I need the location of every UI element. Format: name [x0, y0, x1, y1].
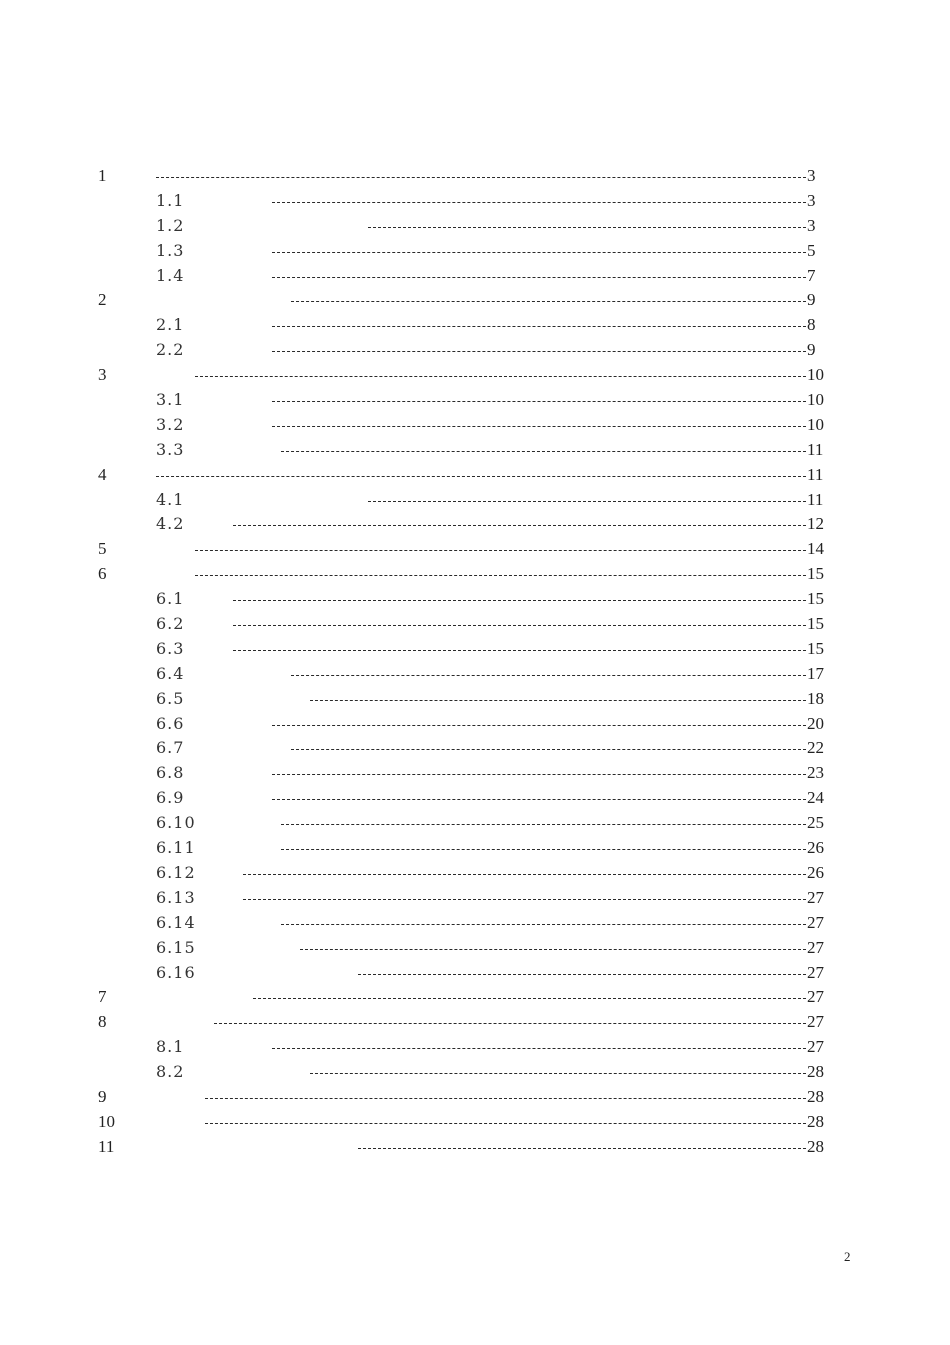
toc-entry-number: 6.2 [156, 614, 185, 634]
toc-leader-line [272, 725, 806, 726]
toc-entry[interactable] [0, 264, 950, 289]
toc-leader-line [272, 426, 806, 427]
toc-entry[interactable] [0, 861, 950, 886]
toc-entry-number: 9 [98, 1086, 107, 1106]
toc-entry-number: 6 [98, 564, 107, 584]
toc-leader-line [214, 1023, 806, 1024]
toc-entry[interactable] [0, 1010, 950, 1035]
toc-entry[interactable] [0, 288, 950, 313]
toc-entry[interactable] [0, 761, 950, 786]
toc-entry-page: 27 [807, 1037, 824, 1057]
toc-entry-page: 11 [807, 464, 824, 484]
toc-entry[interactable] [0, 463, 950, 488]
toc-leader-line [310, 1073, 806, 1074]
toc-leader-line [368, 501, 806, 502]
toc-entry-number: 8 [98, 1012, 107, 1032]
toc-entry[interactable] [0, 363, 950, 388]
toc-entry[interactable] [0, 537, 950, 562]
toc-leader-line [272, 351, 806, 352]
toc-leader-line [281, 849, 806, 850]
toc-entry[interactable] [0, 1110, 950, 1135]
toc-leader-line [272, 799, 806, 800]
toc-entry-page: 27 [807, 987, 824, 1007]
toc-entry-page: 27 [807, 1012, 824, 1032]
toc-entry-page: 9 [807, 340, 816, 360]
toc-entry[interactable] [0, 662, 950, 687]
toc-leader-line [195, 550, 806, 551]
toc-entry-page: 5 [807, 240, 816, 260]
toc-entry-number: 6.8 [156, 763, 185, 783]
toc-leader-line [272, 277, 806, 278]
toc-leader-line [291, 749, 806, 750]
toc-entry-number: 3.2 [156, 414, 185, 434]
toc-entry-number: 6.10 [156, 813, 196, 833]
toc-entry-number: 4.2 [156, 514, 185, 534]
toc-entry[interactable] [0, 637, 950, 662]
toc-entry-number: 6.12 [156, 862, 196, 882]
toc-leader-line [233, 625, 806, 626]
toc-entry-number: 6.13 [156, 887, 196, 907]
toc-leader-line [195, 376, 806, 377]
toc-entry-number: 4.1 [156, 489, 185, 509]
toc-entry-page: 15 [807, 614, 824, 634]
toc-entry[interactable] [0, 1135, 950, 1160]
toc-entry-number: 2.1 [156, 315, 185, 335]
toc-entry-page: 11 [807, 489, 824, 509]
toc-leader-line [281, 824, 806, 825]
toc-entry-number: 11 [98, 1136, 115, 1156]
toc-leader-line [156, 476, 806, 477]
page-number: 2 [844, 1249, 851, 1264]
toc-entry-number: 3 [98, 365, 107, 385]
toc-entry[interactable] [0, 985, 950, 1010]
toc-entry-number: 1.2 [156, 215, 185, 235]
toc-leader-line [272, 326, 806, 327]
toc-leader-line [156, 177, 806, 178]
toc-entry-number: 6.1 [156, 589, 185, 609]
toc-entry-page: 14 [807, 539, 824, 559]
toc-entry-page: 27 [807, 937, 824, 957]
toc-entry-page: 24 [807, 788, 824, 808]
toc-entry-page: 10 [807, 414, 824, 434]
toc-entry-number: 6.3 [156, 638, 185, 658]
toc-entry-page: 15 [807, 589, 824, 609]
toc-entry-page: 8 [807, 315, 816, 335]
toc-entry-page: 10 [807, 390, 824, 410]
toc-entry-page: 28 [807, 1086, 824, 1106]
toc-entry-number: 1.3 [156, 240, 185, 260]
toc-entry[interactable] [0, 388, 950, 413]
toc-entry[interactable] [0, 189, 950, 214]
toc-entry-number: 8.2 [156, 1062, 185, 1082]
toc-leader-line [243, 874, 806, 875]
toc-entry-number: 6.9 [156, 788, 185, 808]
toc-entry[interactable] [0, 1035, 950, 1060]
toc-entry-page: 20 [807, 713, 824, 733]
toc-entry-page: 23 [807, 763, 824, 783]
toc-entry-page: 15 [807, 638, 824, 658]
toc-entry-page: 18 [807, 688, 824, 708]
toc-entry[interactable] [0, 438, 950, 463]
toc-entry-number: 6.4 [156, 663, 185, 683]
toc-entry-page: 27 [807, 912, 824, 932]
toc-entry-page: 28 [807, 1111, 824, 1131]
toc-entry-page: 28 [807, 1136, 824, 1156]
toc-entry-number: 1.1 [156, 190, 185, 210]
toc-leader-line [358, 1148, 806, 1149]
toc-leader-line [272, 774, 806, 775]
toc-entry[interactable] [0, 214, 950, 239]
toc-leader-line [291, 675, 806, 676]
toc-entry[interactable] [0, 712, 950, 737]
toc-entry[interactable] [0, 936, 950, 961]
toc-leader-line [233, 600, 806, 601]
toc-entry-page: 25 [807, 813, 824, 833]
toc-entry-page: 10 [807, 365, 824, 385]
toc-entry[interactable] [0, 911, 950, 936]
toc-leader-line [233, 650, 806, 651]
table-of-contents [0, 164, 950, 1160]
toc-entry-page: 27 [807, 887, 824, 907]
toc-entry-page: 11 [807, 439, 824, 459]
toc-leader-line [205, 1123, 806, 1124]
toc-entry-number: 3.3 [156, 439, 185, 459]
toc-leader-line [281, 924, 806, 925]
toc-leader-line [310, 700, 806, 701]
toc-leader-line [233, 525, 806, 526]
toc-entry[interactable] [0, 562, 950, 587]
toc-entry[interactable] [0, 338, 950, 363]
toc-entry[interactable] [0, 512, 950, 537]
toc-entry-page: 3 [807, 190, 816, 210]
toc-entry[interactable] [0, 786, 950, 811]
toc-entry-number: 6.15 [156, 937, 196, 957]
toc-entry[interactable] [0, 836, 950, 861]
toc-leader-line [253, 998, 806, 999]
toc-entry[interactable] [0, 811, 950, 836]
toc-entry-page: 22 [807, 738, 824, 758]
toc-entry-page: 17 [807, 663, 824, 683]
toc-entry-page: 3 [807, 166, 816, 185]
toc-entry[interactable] [0, 587, 950, 612]
toc-entry-number: 6.16 [156, 962, 196, 982]
toc-entry-page: 3 [807, 215, 816, 235]
toc-leader-line [368, 227, 806, 228]
toc-entry[interactable] [0, 612, 950, 637]
toc-entry-number: 8.1 [156, 1037, 185, 1057]
toc-entry[interactable] [0, 687, 950, 712]
toc-entry-page: 28 [807, 1062, 824, 1082]
toc-entry[interactable] [0, 886, 950, 911]
toc-entry-number: 5 [98, 539, 107, 559]
toc-leader-line [272, 401, 806, 402]
toc-entry-number: 6.5 [156, 688, 185, 708]
toc-entry-number: 10 [98, 1111, 115, 1131]
toc-entry-page: 12 [807, 514, 824, 534]
toc-leader-line [358, 974, 806, 975]
toc-entry-number: 6.14 [156, 912, 196, 932]
toc-entry[interactable] [0, 164, 950, 189]
toc-entry-page: 26 [807, 862, 824, 882]
toc-entry-number: 4 [98, 464, 107, 484]
toc-leader-line [291, 301, 806, 302]
toc-entry-number: 2 [98, 290, 107, 310]
toc-entry[interactable] [0, 736, 950, 761]
toc-leader-line [300, 949, 806, 950]
toc-entry-number: 6.6 [156, 713, 185, 733]
toc-entry-number: 3.1 [156, 390, 185, 410]
toc-entry-number: 7 [98, 987, 107, 1007]
toc-entry[interactable] [0, 413, 950, 438]
toc-entry-page: 15 [807, 564, 824, 584]
toc-entry-number: 1.4 [156, 265, 185, 285]
toc-entry-page: 26 [807, 838, 824, 858]
toc-leader-line [272, 202, 806, 203]
toc-leader-line [272, 252, 806, 253]
toc-entry[interactable] [0, 1060, 950, 1085]
toc-leader-line [281, 451, 806, 452]
toc-entry-number: 6.7 [156, 738, 185, 758]
toc-entry[interactable] [0, 1085, 950, 1110]
toc-entry[interactable] [0, 488, 950, 513]
toc-entry-page: 27 [807, 962, 824, 982]
toc-leader-line [195, 575, 806, 576]
toc-leader-line [272, 1048, 806, 1049]
toc-leader-line [205, 1098, 806, 1099]
toc-entry[interactable] [0, 239, 950, 264]
toc-entry-page: 9 [807, 290, 816, 310]
toc-entry[interactable] [0, 961, 950, 986]
toc-entry-page: 7 [807, 265, 816, 285]
toc-entry[interactable] [0, 313, 950, 338]
toc-entry-number: 2.2 [156, 340, 185, 360]
toc-entry-number: 1 [98, 166, 107, 185]
toc-entry-number: 6.11 [156, 838, 196, 858]
toc-leader-line [243, 899, 806, 900]
